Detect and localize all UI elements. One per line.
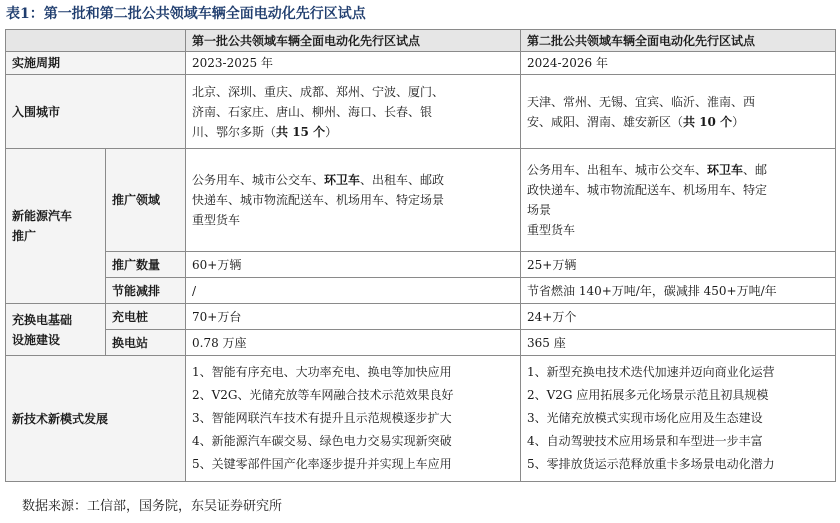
nev-field-first [186,149,521,252]
nev-field-second [521,149,836,252]
nev-quantity-label: 推广数量 [106,252,186,278]
nev-saving-second: 节省燃油 140+万吨/年，碳减排 450+万吨/年 [521,278,836,304]
nev-quantity-first: 60+万辆 [186,252,521,278]
nev-quantity-row [6,252,836,278]
nev-field-first-line1-post: 、出租车、邮政 [360,173,445,187]
nev-field-second-line1-pre: 公务用车、出租车、城市公交车、 [527,163,708,177]
cities-first-line3-pre: 川、鄂尔多斯（ [192,124,277,139]
nev-field-label: 推广领域 [106,149,186,252]
period-second: 2024-2026 年 [521,52,836,75]
nev-quantity-second: 25+万辆 [521,252,836,278]
charging-pile-row [6,304,836,330]
tech-row [6,356,836,482]
cities-second-line1: 天津、常州、无锡、宜宾、临沂、淮南、西 [527,94,756,109]
nev-field-first-line2: 快递车、城市物流配送车、机场用车、特定场景 [192,193,445,207]
header-blank-cell [6,30,186,52]
cities-second-line2 [527,112,829,132]
nev-field-first-line3: 重型货车 [192,213,241,227]
nev-saving-label: 节能减排 [106,278,186,304]
header-row [6,30,836,52]
cities-second-line2-post: ） [732,114,745,129]
nev-label-line2: 推广 [12,229,37,243]
nev-label [6,149,106,304]
charging-label-line2: 设施建设 [12,332,61,347]
charging-label-line1: 充换电基础 [12,312,73,327]
nev-field-second-line2: 政快递车、城市物流配送车、机场用车、特定 [527,183,768,197]
cities-first-count: 共 15 个 [276,124,326,139]
nev-field-second-sanitation: 环卫车 [707,163,744,177]
cities-row [6,75,836,149]
tech-label: 新技术新模式发展 [6,356,186,482]
cities-second [521,75,836,149]
table-title: 表1：第一批和第二批公共领域车辆全面电动化先行区试点 [6,6,366,22]
charging-pile-label: 充电桩 [106,304,186,330]
cities-first [186,75,521,149]
nev-field-first-line1 [192,170,514,190]
nev-saving-row [6,278,836,304]
header-first-batch: 第一批公共领域车辆全面电动化先行区试点 [186,30,521,52]
tech-second-item: 1、新型充换电技术迭代加速并迈向商业化运营 [527,365,775,379]
nev-field-second-line3: 场景 [527,203,552,217]
tech-first-item: 3、智能网联汽车技术有提升且示范规模逐步扩大 [192,411,452,425]
cities-second-count: 共 10 个 [683,114,733,129]
tech-second-item: 5、零排放货运示范释放重卡多场景电动化潜力 [527,457,775,471]
cities-first-line3-post: ） [325,124,338,139]
tech-first [186,356,521,482]
pilot-comparison-table [5,29,836,482]
swap-station-row [6,330,836,356]
swap-station-label: 换电站 [106,330,186,356]
tech-first-item: 5、关键零部件国产化率逐步提升并实现上车应用 [192,457,452,471]
nev-field-second-line1-post: 、邮 [743,163,768,177]
data-source-note: 数据来源：工信部，国务院，东吴证券研究所 [22,499,283,514]
charging-pile-second: 24+万个 [521,304,836,330]
tech-second-item: 2、V2G 应用拓展多元化场景示范且初具规模 [527,388,769,402]
tech-second-item: 3、光储充放模式实现市场化应用及生态建设 [527,411,763,425]
cities-label: 入围城市 [6,75,186,149]
swap-station-second: 365 座 [521,330,836,356]
tech-second-item: 4、自动驾驶技术应用场景和车型进一步丰富 [527,434,763,448]
nev-field-second-line4: 重型货车 [527,223,576,237]
tech-second [521,356,836,482]
nev-field-second-line1 [527,160,829,180]
nev-field-first-sanitation: 环卫车 [324,173,361,187]
cities-first-line1: 北京、深圳、重庆、成都、郑州、宁波、厦门、 [192,84,445,99]
nev-field-first-line1-pre: 公务用车、城市公交车、 [192,173,325,187]
period-label: 实施周期 [6,52,186,75]
tech-first-item: 4、新能源汽车碳交易、绿色电力交易实现新突破 [192,434,452,448]
cities-first-line2: 济南、石家庄、唐山、柳州、海口、长春、银 [192,104,433,119]
swap-station-first: 0.78 万座 [186,330,521,356]
charging-pile-first: 70+万台 [186,304,521,330]
header-second-batch: 第二批公共领域车辆全面电动化先行区试点 [521,30,836,52]
charging-label [6,304,106,356]
cities-second-line2-pre: 安、咸阳、渭南、雄安新区（ [527,114,684,129]
period-first: 2023-2025 年 [186,52,521,75]
period-row [6,52,836,75]
nev-field-row [6,149,836,252]
nev-saving-first: / [186,278,521,304]
tech-first-item: 1、智能有序充电、大功率充电、换电等加快应用 [192,365,452,379]
nev-label-line1: 新能源汽车 [12,209,73,223]
tech-first-item: 2、V2G、光储充放等车网融合技术示范效果良好 [192,388,454,402]
cities-first-line3 [192,122,514,142]
